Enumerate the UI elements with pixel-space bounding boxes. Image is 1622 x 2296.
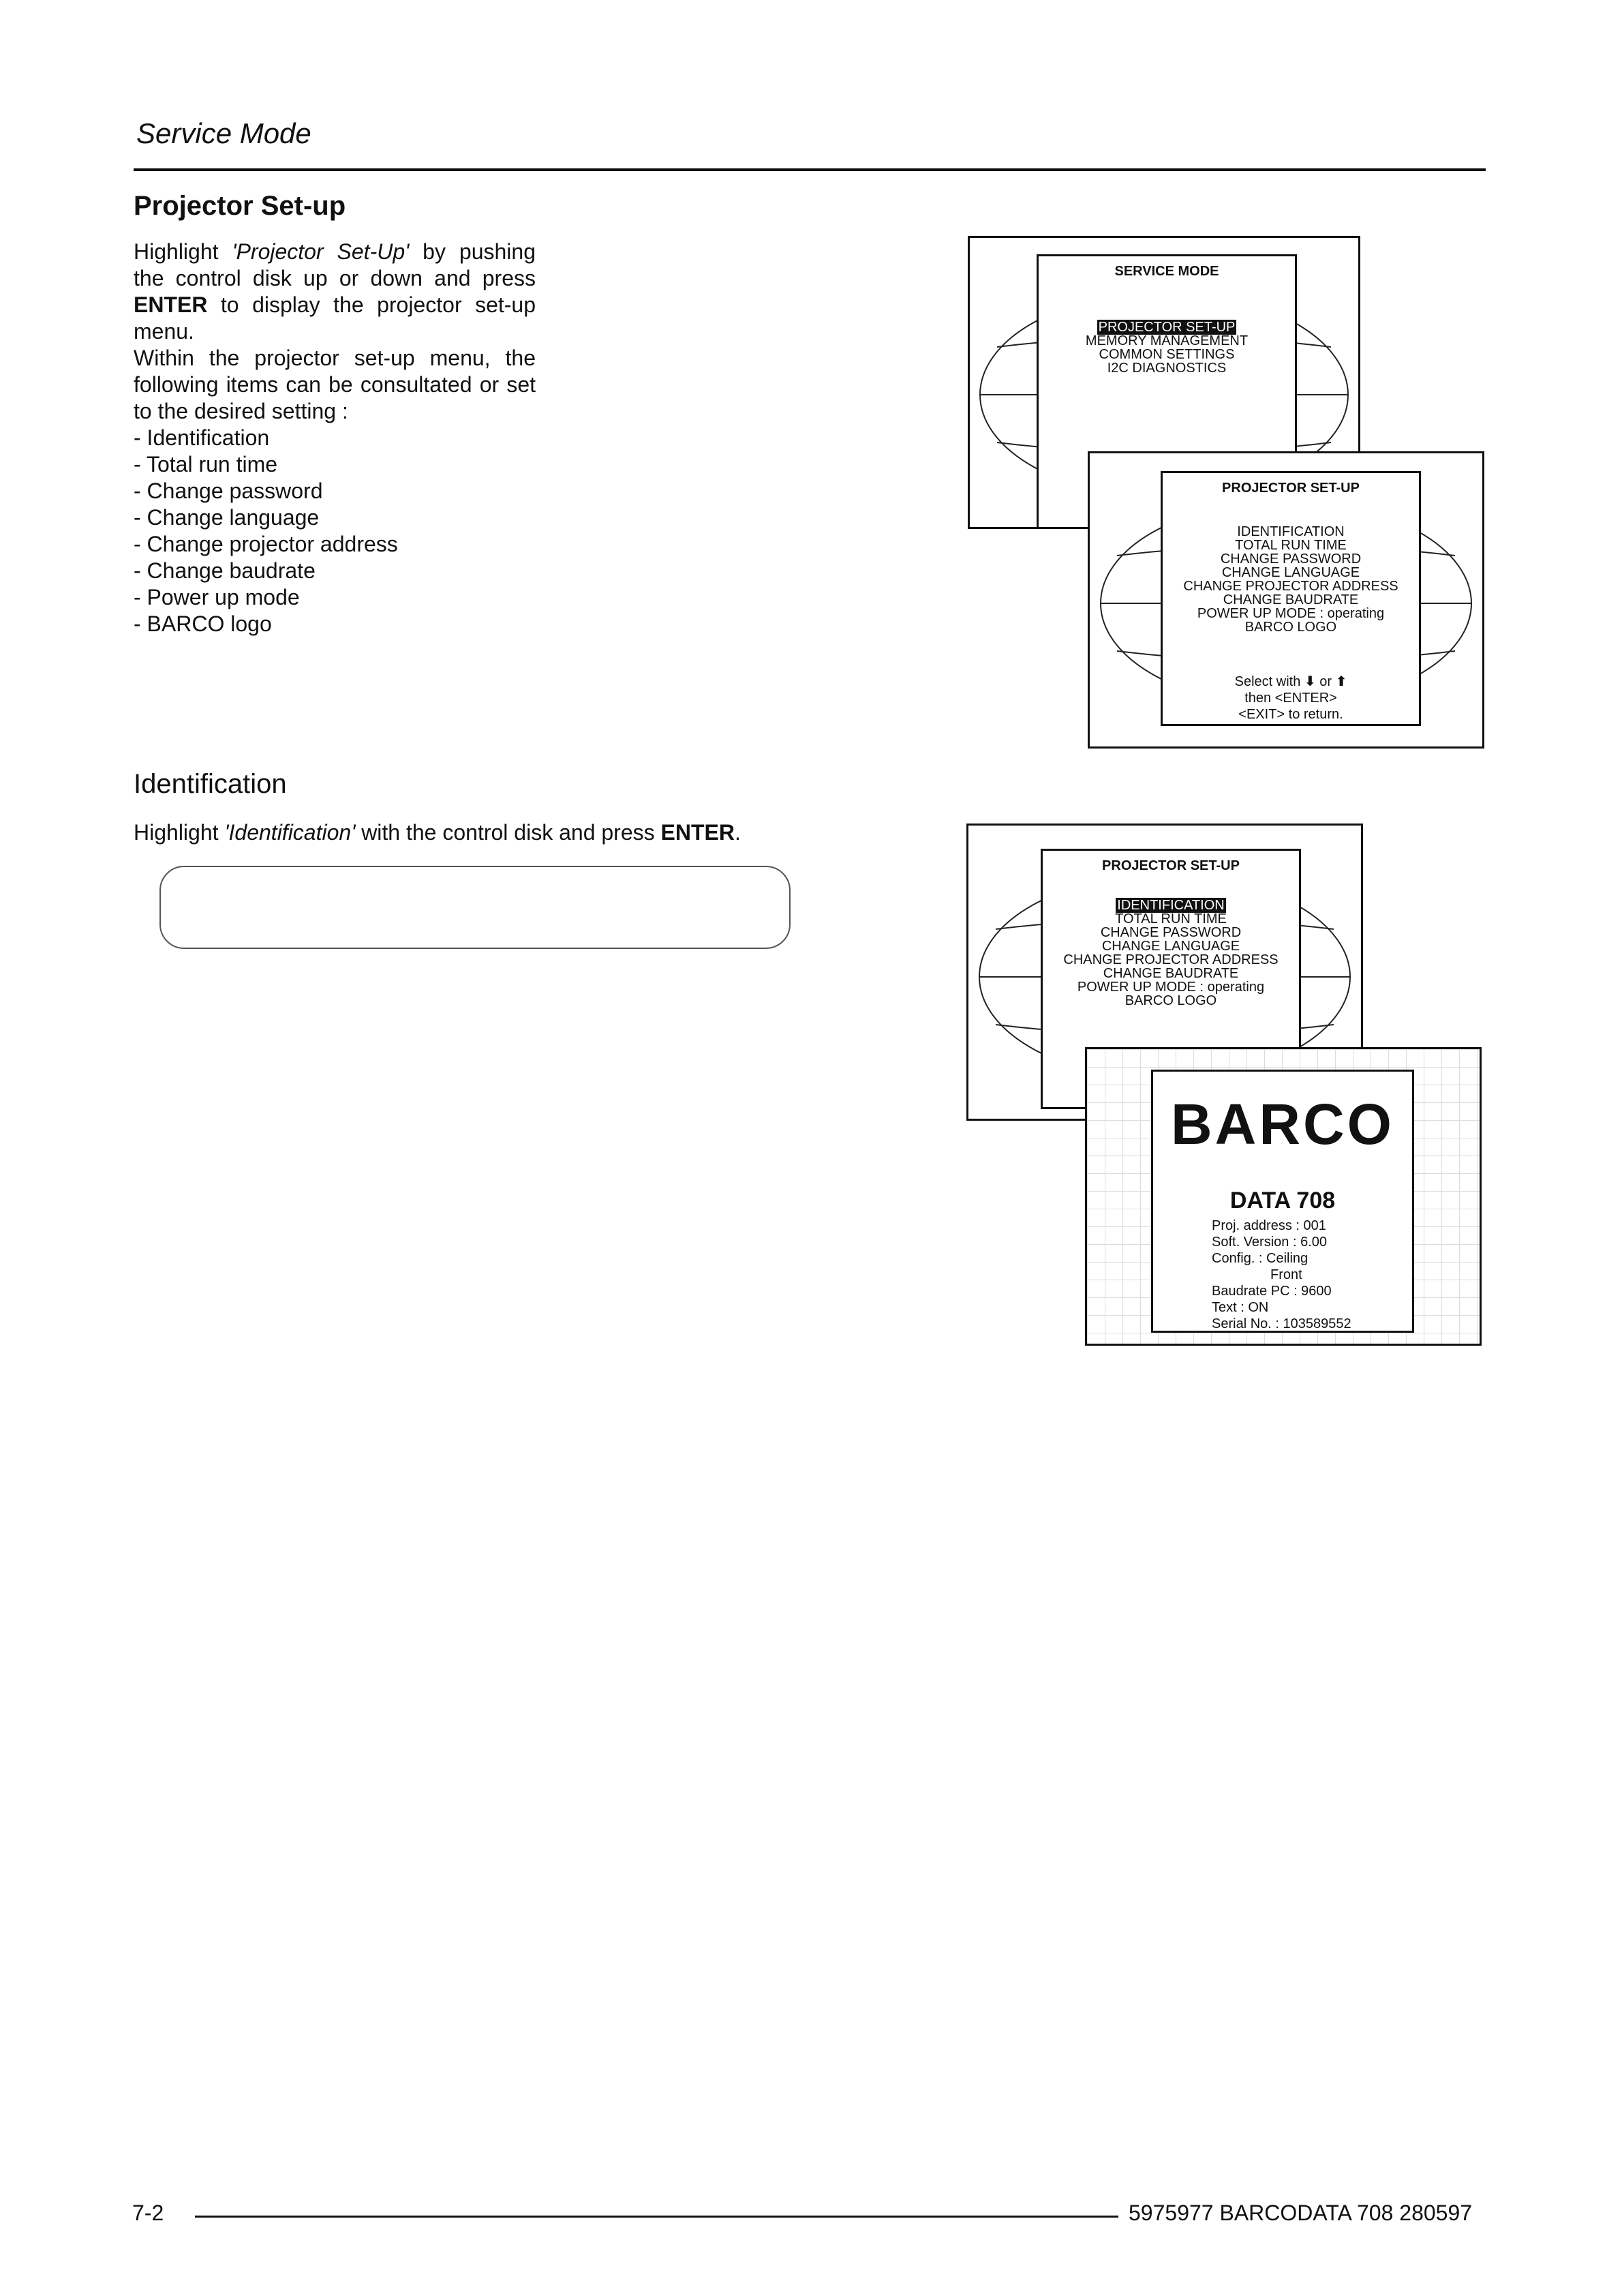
projector-setup-screen bbox=[1088, 451, 1484, 749]
barco-logo bbox=[1153, 1085, 1412, 1167]
menu-item-change-projector-address[interactable]: CHANGE PROJECTOR ADDRESS bbox=[1063, 952, 1279, 967]
instruction-item-name: 'Identification' bbox=[224, 820, 356, 845]
section-title: Projector Set-up bbox=[134, 191, 346, 221]
list-item: - BARCO logo bbox=[134, 611, 272, 636]
info-config-front: Front bbox=[1270, 1267, 1302, 1282]
arrow-down-icon: ⬇ bbox=[1304, 674, 1316, 689]
instruction-text: with the control disk and press bbox=[355, 820, 661, 845]
list-item: - Power up mode bbox=[134, 585, 300, 609]
info-config: Config. : Ceiling bbox=[1212, 1251, 1309, 1266]
instruction-text: . bbox=[734, 820, 741, 845]
info-proj-address: Proj. address : 001 bbox=[1212, 1218, 1326, 1233]
intro-text: to display the projector set-up menu. bbox=[134, 292, 536, 344]
nav-or: or bbox=[1319, 674, 1332, 689]
header-rule bbox=[134, 168, 1486, 171]
nav-text: Select with bbox=[1234, 674, 1301, 689]
running-header: Service Mode bbox=[136, 117, 311, 149]
nav-text: <EXIT> to return. bbox=[1238, 707, 1343, 722]
intro-text: by pushing the control disk up or down and press bbox=[134, 239, 536, 290]
list-item: - Identification bbox=[134, 425, 270, 450]
document-id: 5975977 BARCODATA 708 280597 bbox=[1129, 2201, 1473, 2225]
footer-rule bbox=[195, 2216, 1118, 2218]
intro-enter-key: ENTER bbox=[134, 292, 208, 317]
intro-menu-name: 'Projector Set-Up' bbox=[232, 239, 410, 264]
page-number: 7-2 bbox=[132, 2201, 164, 2225]
menu-item-identification[interactable]: IDENTIFICATION bbox=[1117, 898, 1225, 913]
intro-paragraph bbox=[134, 239, 536, 425]
setup-items-list bbox=[134, 425, 398, 637]
menu-item-change-baudrate[interactable]: CHANGE BAUDRATE bbox=[1223, 592, 1359, 607]
menu-item-change-projector-address[interactable]: CHANGE PROJECTOR ADDRESS bbox=[1183, 579, 1398, 594]
list-item: - Change projector address bbox=[134, 532, 398, 556]
setup-menu bbox=[1161, 471, 1421, 726]
list-item: - Change baudrate bbox=[134, 558, 316, 583]
instruction-enter-key: ENTER bbox=[660, 820, 735, 845]
menu-item-memory-management[interactable]: MEMORY MANAGEMENT bbox=[1085, 333, 1249, 348]
info-baudrate: Baudrate PC : 9600 bbox=[1212, 1284, 1332, 1299]
info-serial: Serial No. : 103589552 bbox=[1212, 1316, 1351, 1331]
list-item: - Change language bbox=[134, 505, 320, 530]
menu-item-change-language[interactable]: CHANGE LANGUAGE bbox=[1101, 939, 1240, 954]
menu-item-power-up-mode[interactable]: POWER UP MODE : operating bbox=[1077, 980, 1265, 995]
menu-title: SERVICE MODE bbox=[1114, 264, 1219, 279]
instruction-text: Highlight bbox=[134, 820, 225, 845]
nav-text: then <ENTER> bbox=[1244, 691, 1337, 706]
menu-item-change-password[interactable]: CHANGE PASSWORD bbox=[1220, 552, 1362, 567]
subsection-title: Identification bbox=[134, 769, 287, 799]
identification-info bbox=[1212, 1218, 1351, 1332]
menu-item-change-password[interactable]: CHANGE PASSWORD bbox=[1100, 925, 1242, 940]
note-box bbox=[159, 866, 791, 949]
menu-item-total-run-time[interactable]: TOTAL RUN TIME bbox=[1115, 911, 1227, 926]
menu-title: PROJECTOR SET-UP bbox=[1102, 858, 1240, 873]
menu-item-barco-logo[interactable]: BARCO LOGO bbox=[1124, 993, 1217, 1008]
barco-logo-text: BARCO bbox=[1171, 1092, 1394, 1156]
menu-item-i2c-diagnostics[interactable]: I2C DIAGNOSTICS bbox=[1107, 361, 1227, 376]
navigation-hint bbox=[1163, 674, 1419, 723]
info-soft-version: Soft. Version : 6.00 bbox=[1212, 1235, 1327, 1250]
list-item: - Total run time bbox=[134, 452, 278, 477]
menu-item-power-up-mode[interactable]: POWER UP MODE : operating bbox=[1197, 606, 1385, 621]
menu-item-total-run-time[interactable]: TOTAL RUN TIME bbox=[1235, 538, 1347, 553]
product-name: DATA 708 bbox=[1229, 1188, 1336, 1213]
menu-item-change-baudrate[interactable]: CHANGE BAUDRATE bbox=[1103, 966, 1239, 981]
info-text: Text : ON bbox=[1212, 1300, 1269, 1315]
menu-item-identification[interactable]: IDENTIFICATION bbox=[1237, 524, 1345, 539]
identification-instruction bbox=[134, 820, 741, 845]
identification-screen bbox=[1085, 1047, 1482, 1346]
menu-item-barco-logo[interactable]: BARCO LOGO bbox=[1244, 620, 1337, 635]
intro-text: Highlight bbox=[134, 239, 232, 264]
menu-item-projector-setup[interactable]: PROJECTOR SET-UP bbox=[1098, 320, 1236, 335]
menu-item-change-language[interactable]: CHANGE LANGUAGE bbox=[1221, 565, 1360, 580]
menu-title: PROJECTOR SET-UP bbox=[1222, 481, 1360, 496]
arrow-up-icon: ⬆ bbox=[1335, 674, 1347, 689]
list-item: - Change password bbox=[134, 479, 323, 503]
identification-panel bbox=[1151, 1070, 1414, 1333]
intro-text-2: Within the projector set-up menu, the following items can be consultated or set to the desired setting : bbox=[134, 346, 536, 423]
menu-item-common-settings[interactable]: COMMON SETTINGS bbox=[1099, 347, 1235, 362]
